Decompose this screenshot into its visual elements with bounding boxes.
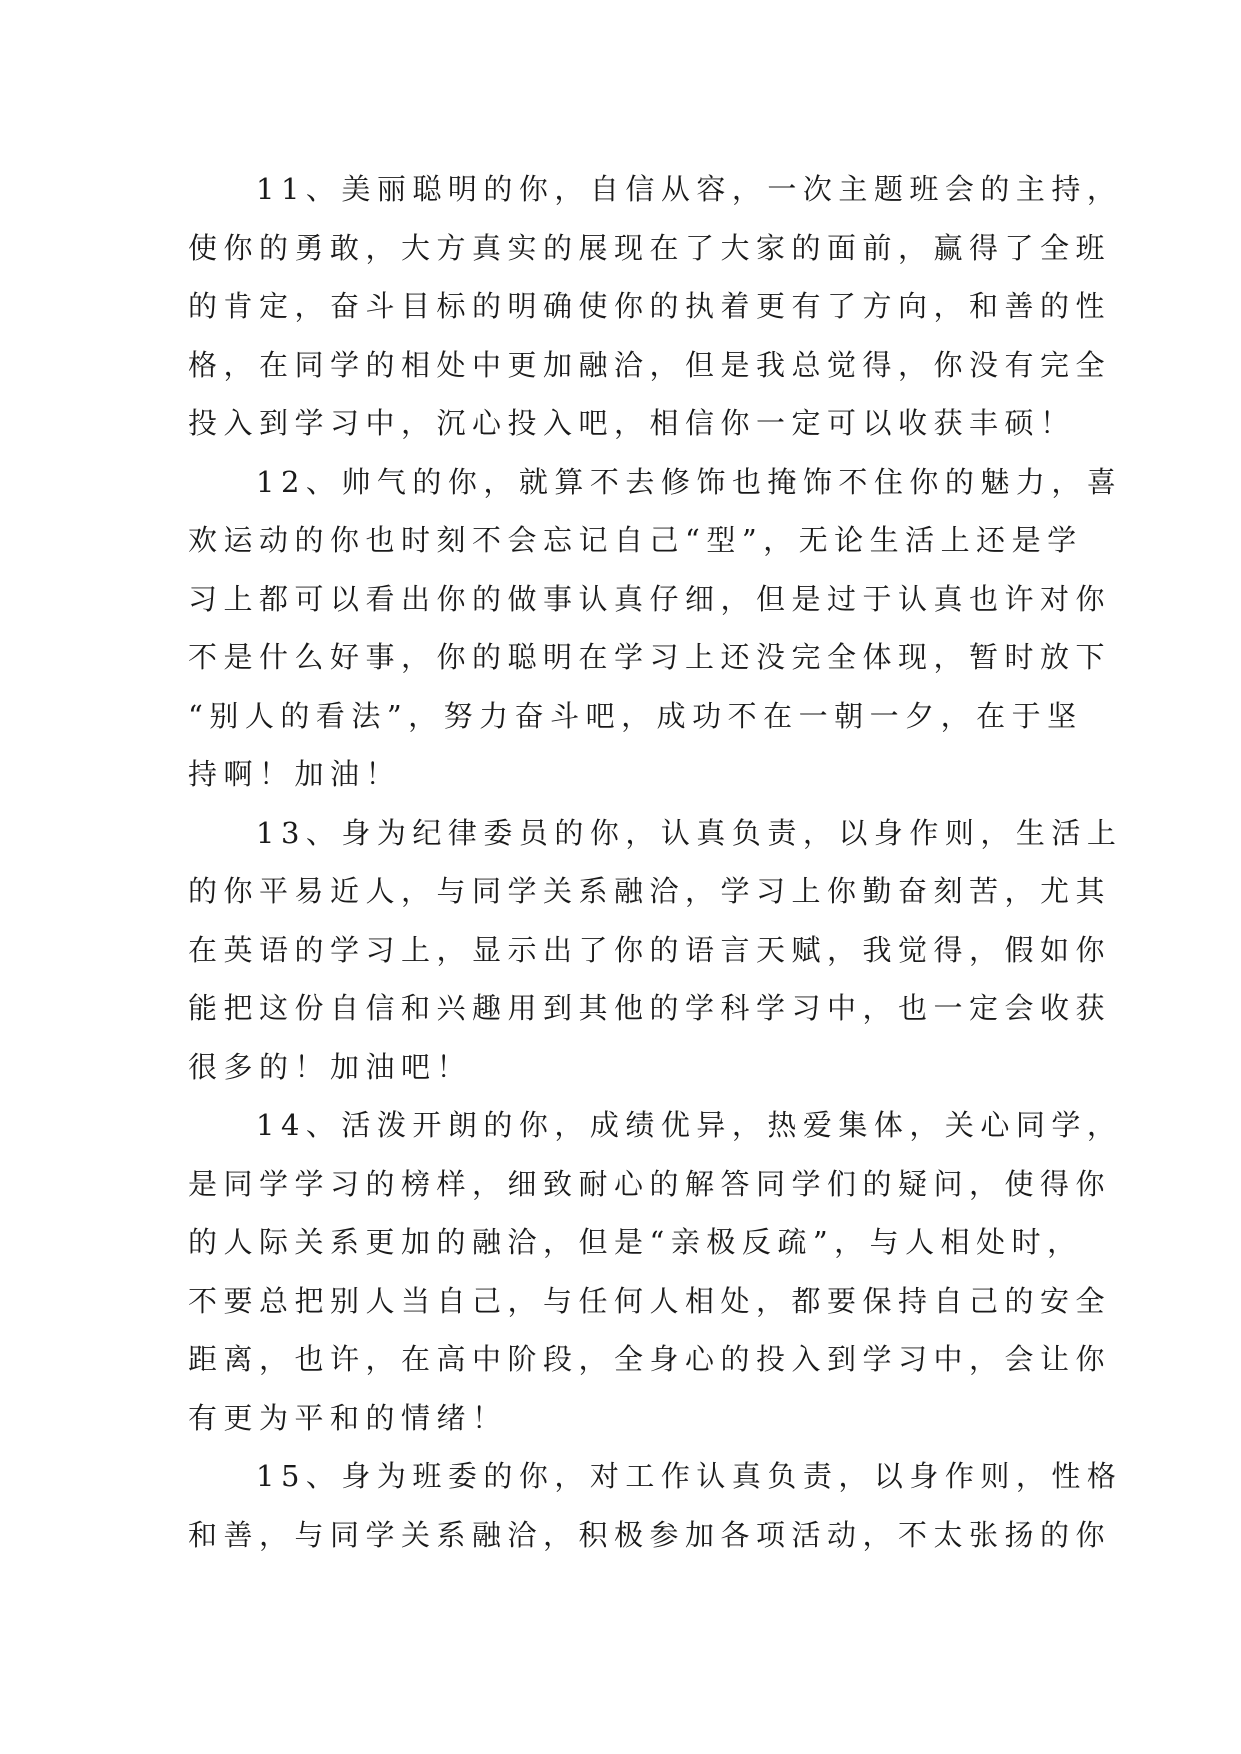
paragraph-line: 11、美丽聪明的你，自信从容，一次主题班会的主持，: [256, 172, 1123, 206]
document-body: [188, 160, 1123, 1564]
paragraph-line: 持啊！加油！: [188, 757, 402, 791]
paragraph-line: 14、活泼开朗的你，成绩优异，热爱集体，关心同学，: [256, 1108, 1123, 1142]
paragraph-line: 15、身为班委的你，对工作认真负责，以身作则，性格: [256, 1459, 1123, 1493]
paragraph-line: 能把这份自信和兴趣用到其他的学科学习中，也一定会收获: [188, 991, 1112, 1025]
paragraph-line: 的人际关系更加的融洽，但是“亲极反疏”，与人相处时，: [188, 1225, 1083, 1259]
paragraph-line: 是同学学习的榜样，细致耐心的解答同学们的疑问，使得你: [188, 1166, 1112, 1201]
paragraph-line: 的肯定，奋斗目标的明确使你的执着更有了方向，和善的性: [188, 289, 1112, 323]
paragraph-line: 习上都可以看出你的做事认真仔细，但是过于认真也许对你: [188, 581, 1112, 616]
paragraph-line: 距离，也许，在高中阶段，全身心的投入到学习中，会让你: [188, 1342, 1112, 1376]
comment-paragraph-14: [188, 1096, 1123, 1447]
paragraph-line: 不要总把别人当自己，与任何人相处，都要保持自己的安全: [188, 1283, 1112, 1318]
paragraph-line: “别人的看法”，努力奋斗吧，成功不在一朝一夕，在于坚: [188, 698, 1083, 733]
comment-paragraph-11: [188, 160, 1123, 453]
paragraph-line: 的你平易近人，与同学关系融洽，学习上你勤奋刻苦，尤其: [188, 874, 1112, 908]
paragraph-line: 使你的勇敢，大方真实的展现在了大家的面前，赢得了全班: [188, 230, 1112, 265]
paragraph-line: 13、身为纪律委员的你，认真负责，以身作则，生活上: [256, 815, 1123, 850]
paragraph-line: 很多的！加油吧！: [188, 1049, 473, 1084]
paragraph-line: 在英语的学习上，显示出了你的语言天赋，我觉得，假如你: [188, 932, 1112, 967]
paragraph-line: 不是什么好事，你的聪明在学习上还没完全体现，暂时放下: [188, 640, 1112, 674]
paragraph-line: 投入到学习中，沉心投入吧，相信你一定可以收获丰硕！: [188, 406, 1076, 440]
comment-paragraph-12: [188, 453, 1123, 804]
comment-paragraph-15: [188, 1447, 1123, 1564]
comment-paragraph-13: [188, 804, 1123, 1097]
paragraph-line: 欢运动的你也时刻不会忘记自己“型”，无论生活上还是学: [188, 523, 1083, 557]
paragraph-line: 有更为平和的情绪！: [188, 1400, 508, 1435]
paragraph-line: 和善，与同学关系融洽，积极参加各项活动，不太张扬的你: [188, 1517, 1112, 1552]
paragraph-line: 12、帅气的你，就算不去修饰也掩饰不住你的魅力，喜: [256, 464, 1123, 499]
paragraph-line: 格，在同学的相处中更加融洽，但是我总觉得，你没有完全: [188, 347, 1112, 382]
